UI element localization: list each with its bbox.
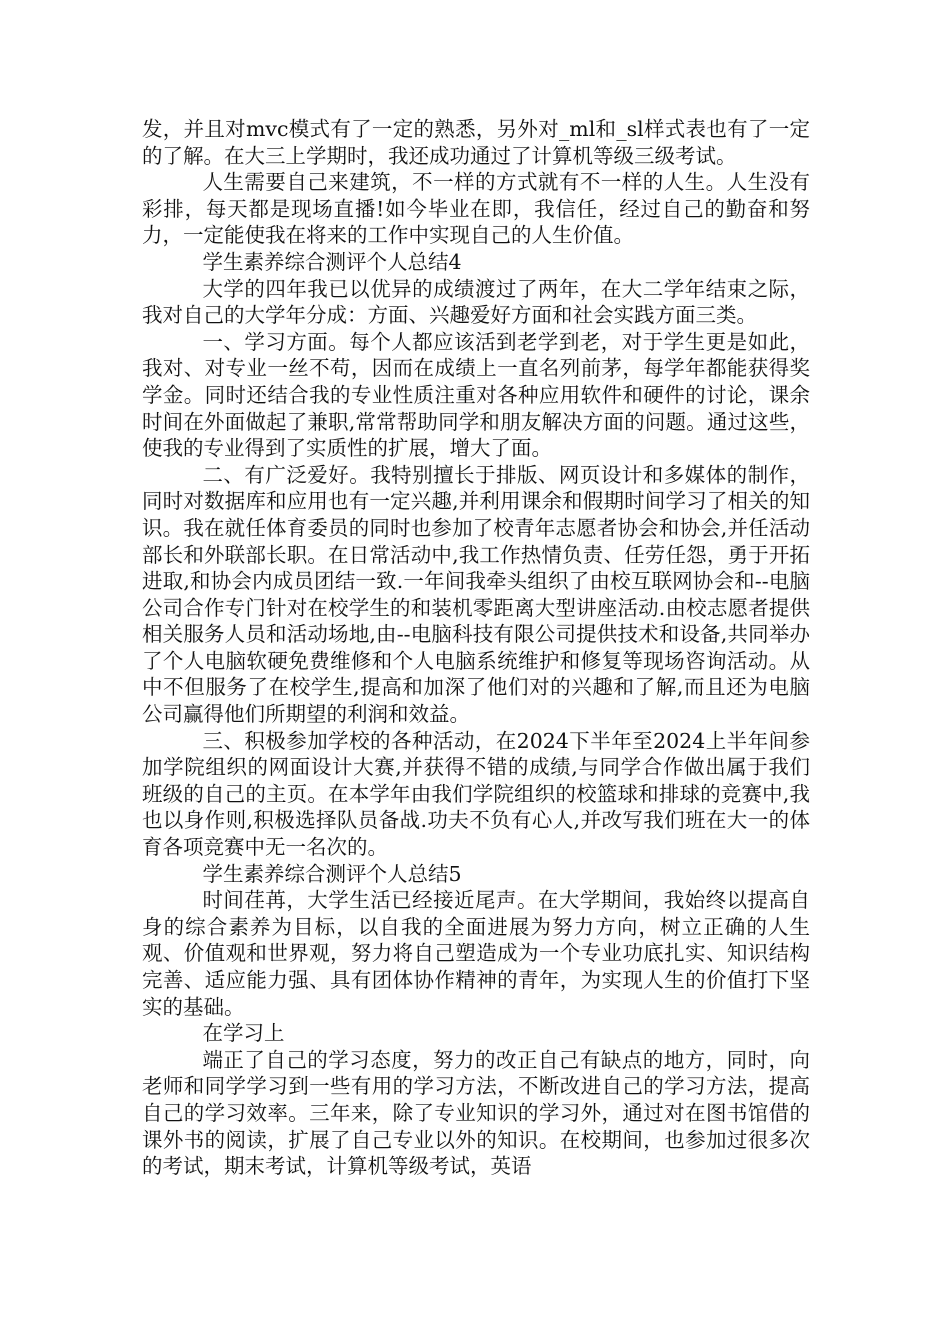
section-heading: 学生素养综合测评个人总结5 xyxy=(202,861,462,886)
paragraph: 一、学习方面。每个人都应该活到老学到老，对于学生更是如此，我对、对专业一丝不苟，因而在成绩上一直名列前茅，每学年都能获得奖学金。同时还结合我的专业性质注重对各种应用软件和硬件的讨论，课余时间在外面做起了兼职,常常帮助同学和朋友解决方面的问题。通过这些，使我的专业得到了实质性的扩展，增大了面。 xyxy=(142,329,810,461)
paragraph: 二、有广泛爱好。我特别擅长于排版、网页设计和多媒体的制作，同时对数据库和应用也有一定兴趣,并利用课余和假期时间学习了相关的知识。我在就任体育委员的同时也参加了校青年志愿者协会和协会,并任活动部长和外联部长职。在日常活动中,我工作热情负责、任劳任怨，勇于开拓进取,和协会内成员团结一致.一年间我牵头组织了由校互联网协会和--电脑公司合作专门针对在校学生的和装机零距离大型讲座活动.由校志愿者提供相关服务人员和活动场地,由--电脑科技有限公司提供技术和设备,共同举办了个人电脑软硬免费维修和个人电脑系统维护和修复等现场咨询活动。从中不但服务了在校学生,提高和加深了他们对的兴趣和了解,而且还为电脑公司赢得他们所期望的利润和效益。 xyxy=(142,462,810,727)
section-heading: 在学习上 xyxy=(202,1021,285,1046)
section-heading: 学生素养综合测评个人总结4 xyxy=(202,249,462,274)
paragraph: 时间荏苒，大学生活已经接近尾声。在大学期间，我始终以提高自身的综合素养为目标，以自我的全面进展为努力方向，树立正确的人生观、价值观和世界观，努力将自己塑造成为一个专业功底扎实、知识结构完善、适应能力强、具有团体协作精神的青年，为实现人生的价值打下坚实的基础。 xyxy=(142,888,810,1019)
document-page xyxy=(142,116,810,1180)
paragraph: 三、积极参加学校的各种活动，在2024下半年至2024上半年间参加学院组织的网面设计大赛,并获得不错的成绩,与同学合作做出属于我们班级的自己的主页。在本学年由我们学院组织的校篮球和排球的竞赛中,我也以身作则,积极选择队员备战.功夫不负有心人,并改写我们班在大一的体育各项竞赛中无一名次的。 xyxy=(142,728,810,860)
paragraph: 端正了自己的学习态度，努力的改正自己有缺点的地方，同时，向老师和同学学习到一些有用的学习方法，不断改进自己的学习方法，提高自己的学习效率。三年来，除了专业知识的学习外，通过对在图书馆借的课外书的阅读，扩展了自己专业以外的知识。在校期间，也参加过很多次的考试，期末考试，计算机等级考试，英语 xyxy=(142,1047,810,1179)
paragraph: 人生需要自己来建筑，不一样的方式就有不一样的人生。人生没有彩排，每天都是现场直播!如今毕业在即，我信任，经过自己的勤奋和努力，一定能使我在将来的工作中实现自己的人生价值。 xyxy=(142,170,810,248)
paragraph: 大学的四年我已以优异的成绩渡过了两年，在大二学年结束之际，我对自己的大学年分成：方面、兴趣爱好方面和社会实践方面三类。 xyxy=(142,276,810,328)
paragraph: 发，并且对mvc模式有了一定的熟悉，另外对_ml和_sl样式表也有了一定的了解。在大三上学期时，我还成功通过了计算机等级三级考试。 xyxy=(142,117,810,168)
